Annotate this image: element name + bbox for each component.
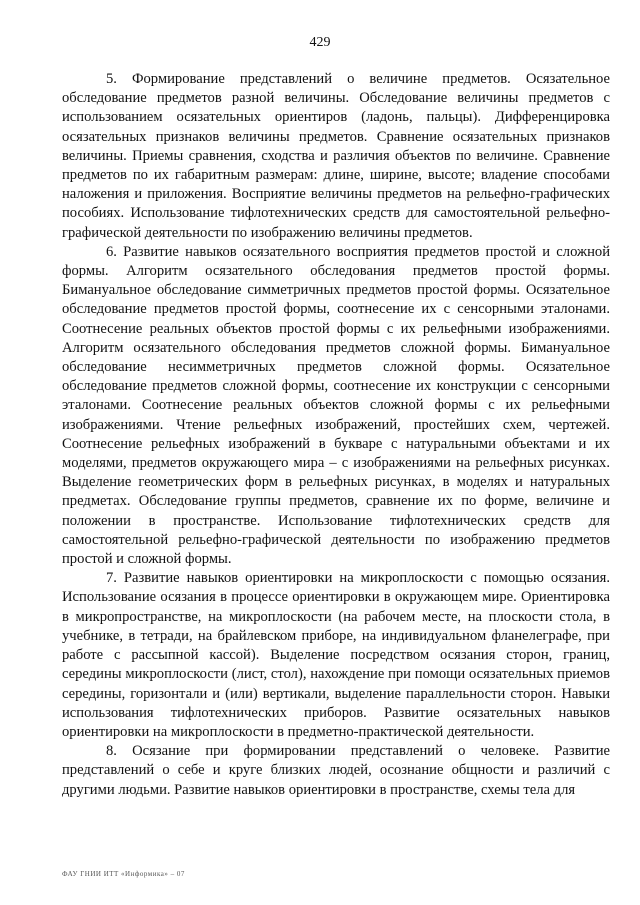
paragraph-6-shape-perception: 6. Развитие навыков осязательного восприятия предметов простой и сложной формы. Алгоритм осязательного обследования предметов простой формы. Бимануальное обследование симметричных предметов простой формы. Осязательное обследование предметов простой формы, соотнесение их с сенсорными эталонами. Соотнесение реальных объектов простой формы с их рельефными изображениями. Алгоритм осязательного обследования предметов сложной формы. Бимануальное обследование несимметричных предметов сложной формы. Осязательное обследование предметов сложной формы, соотнесение их конструкции с сенсорными эталонами. Соотнесение реальных объектов сложной формы с их рельефными изображениями. Чтение рельефных изображений, простейших схем, чертежей. Соотнесение рельефных изображений в букваре с натуральными объектами и их моделями, предметов окружающего мира – с изображениями на рельефных рисунках. Выделение геометрических форм в рельефных рисунках, в моделях и натуральных предметах. Обследование группы предметов, сравнение их по форме, величине и положении в пространстве. Использование тифлотехнических средств для самостоятельной рельефно-графической деятельности по изображению предметов простой и сложной формы. xyxy=(62,243,610,568)
footer-stamp: ФАУ ГНИИ ИТТ «Информика» – 07 xyxy=(62,870,185,878)
paragraph-5-size-perception: 5. Формирование представлений о величине предметов. Осязательное обследование предметов разной величины. Обследование величины предметов с использованием осязательных ориентиров (ладонь, пальцы). Дифференцировка осязательных признаков величины предметов. Сравнение осязательных признаков величины. Приемы сравнения, сходства и различия объектов по величине. Сравнение предметов по их габаритным размерам: длине, ширине, высоте; владение способами наложения и приложения. Восприятие величины предметов на рельефно-графических пособиях. Использование тифлотехнических средств для самостоятельной рельефно-графической деятельности по изображению величины предметов. xyxy=(62,71,610,241)
paragraph-8-human-representation: 8. Осязание при формировании представлений о человеке. Развитие представлений о себе и круге близких людей, осознание общности и различий с другими людьми. Развитие навыков ориентировки в пространстве, схемы тела для xyxy=(62,743,610,798)
page-number: 429 xyxy=(309,35,331,50)
document-body xyxy=(62,70,610,800)
paragraph-7-microplane-orientation: 7. Развитие навыков ориентировки на микроплоскости с помощью осязания. Использование осязания в процессе ориентировки в окружающем мире. Ориентировка в микропространстве, на микроплоскости (на рабочем месте, на плоскости стола, в учебнике, в тетради, на брайлевском приборе, на индивидуальном фланелеграфе, при работе с рассыпной кассой). Выделение посредством осязания сторон, границ, середины микроплоскости (лист, стол), нахождение при помощи осязательных приемов середины, горизонтали и (или) вертикали, выделение параллельности сторон. Навыки использования тифлотехнических приборов. Развитие осязательных навыков ориентировки на микроплоскости в предметно-практической деятельности. xyxy=(62,570,610,740)
